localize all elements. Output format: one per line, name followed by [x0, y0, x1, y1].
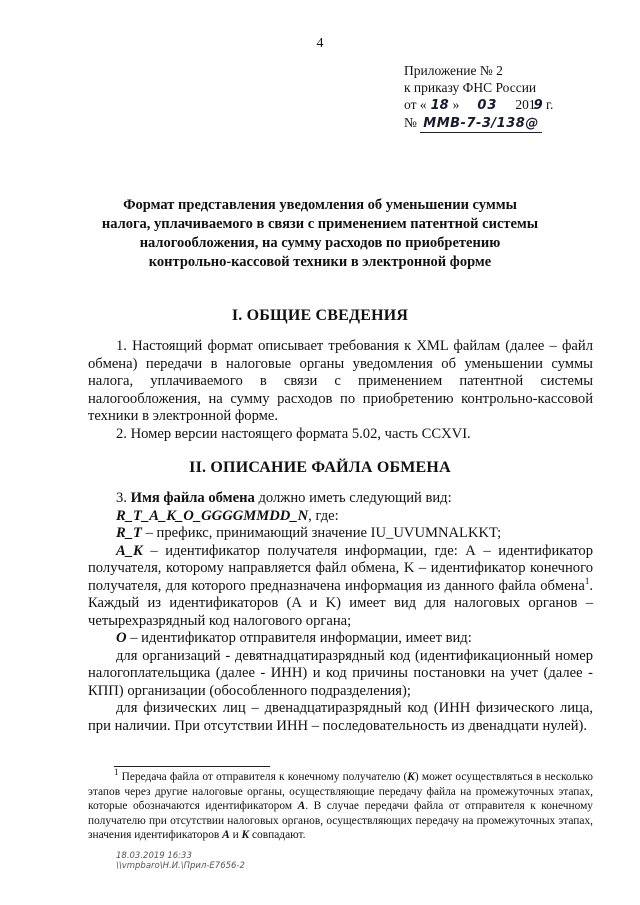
footnote-k-1: K	[407, 771, 415, 783]
pattern-suffix: , где:	[308, 507, 339, 524]
number-prefix: №	[404, 115, 417, 130]
org-code-definition: для организаций - девятнадцатиразрядный код (идентификационный номер налогоплательщика (далее - ИНН) и код причины постановки на учет (далее - КПП) организации (обособленного подразделения);	[88, 647, 593, 699]
section-1-heading: I. ОБЩИЕ СВЕДЕНИЯ	[231, 307, 409, 324]
appendix-order-ref: к приказу ФНС России	[404, 80, 537, 95]
filename-pattern	[88, 508, 593, 526]
rt-label: R_T	[116, 525, 142, 541]
paragraph-3	[88, 490, 593, 508]
footnote-text	[88, 767, 594, 843]
o-definition	[88, 630, 593, 648]
appendix-title: Приложение № 2	[404, 63, 503, 78]
p3-number: 3.	[116, 490, 131, 506]
appendix-date	[404, 96, 553, 114]
footnote-and: и	[229, 829, 242, 841]
footnote-part-3: . В случае передачи файла от отправителя к конечному получателю при отсутствии налоговых органов, осуществляющих передачу на промежуточных этапах, значения идентификаторов	[88, 800, 594, 841]
footnote-k-2: K	[241, 829, 250, 841]
title-line-4: контрольно-кассовой техники в электронной форме	[148, 254, 492, 270]
p3-term: Имя файла обмена	[130, 490, 255, 506]
title-line-1: Формат представления уведомления об уменьшении суммы	[123, 197, 517, 213]
stamp-path: \\vmpbaro\Н.И.\Прил-Е7656-2	[116, 861, 245, 871]
date-prefix: от «	[404, 97, 427, 112]
title-line-3: налогообложения, на сумму расходов по приобретению	[139, 235, 501, 251]
order-number-handwritten: ММВ-7-3/138@	[420, 115, 542, 133]
date-month-handwritten: 03	[477, 98, 498, 113]
footnote-part-1: Передача файла от отправителя к конечному получателю (	[118, 771, 408, 783]
footnote-reference: 1	[584, 575, 590, 586]
section-2-heading: II. ОПИСАНИЕ ФАЙЛА ОБМЕНА	[189, 459, 451, 476]
footnote-part-4: совпадают.	[249, 829, 306, 841]
ak-label: A_K	[116, 542, 143, 559]
ak-text-2: . Каждый из идентификаторов (A и K) имеет вид для налоговых органов – четырехразрядный код налогового органа;	[88, 577, 593, 629]
paragraph-2: 2. Номер версии настоящего формата 5.02, часть CCXVI.	[116, 425, 471, 442]
date-mid: »	[452, 97, 460, 112]
paragraph-1: 1. Настоящий формат описывает требования к XML файлам (далее – файл обмена) передачи в налоговые органы уведомления об уменьшении суммы налога, уплачиваемого в связи с применением патентной системы налогообложения, на сумму расходов по приобретению контрольно-кассовой техники в электронной форме.	[88, 338, 593, 424]
footnote-a-1: A	[297, 800, 306, 812]
date-day-handwritten: 18	[430, 98, 449, 113]
footnote-number: 1	[114, 767, 119, 778]
date-year-prefix: 201	[515, 97, 536, 112]
date-year-handwritten: 9	[533, 98, 543, 113]
footnote-part-2: ) может осуществляться в несколько этапов через другие налоговые органы, осуществляющие передачу файла на промежуточных этапах, которые обозначаются идентификатором	[88, 771, 593, 812]
section-1-body	[88, 338, 593, 443]
phys-code-definition: для физических лиц – двенадцатиразрядный код (ИНН физического лица, при наличии. При отсутствии ИНН – последовательность из двенадцати нулей).	[88, 700, 593, 734]
page-number: 4	[316, 36, 324, 51]
rt-definition	[88, 525, 593, 543]
appendix-block	[404, 62, 553, 133]
ak-text: – идентификатор получателя информации, где: А – идентификатор получателя, которому направляется файл обмена, K – идентификатор конечного получателя, для которого предназначена информация из данного файла обмена	[88, 542, 593, 594]
stamp-datetime: 18.03.2019 16:33	[116, 851, 192, 861]
rt-text: – префикс, принимающий значение IU_UVUMNALKKT;	[141, 525, 502, 541]
footnote-a-2: A	[222, 829, 230, 841]
p3-rest: должно иметь следующий вид:	[254, 490, 452, 506]
o-label: O	[116, 630, 127, 646]
appendix-number	[404, 114, 553, 133]
ak-definition	[88, 543, 593, 631]
pattern-value: R_T_A_K_O_GGGGMMDD_N	[116, 507, 309, 524]
print-stamp	[116, 851, 245, 871]
title-line-2: налога, уплачиваемого в связи с применением патентной системы	[101, 216, 539, 232]
date-suffix: г.	[542, 97, 554, 112]
footnote	[88, 767, 594, 843]
o-text: – идентификатор отправителя информации, имеет вид:	[126, 630, 472, 646]
section-2-body	[88, 490, 593, 735]
footnote-divider	[114, 766, 270, 767]
document-title	[60, 196, 580, 272]
